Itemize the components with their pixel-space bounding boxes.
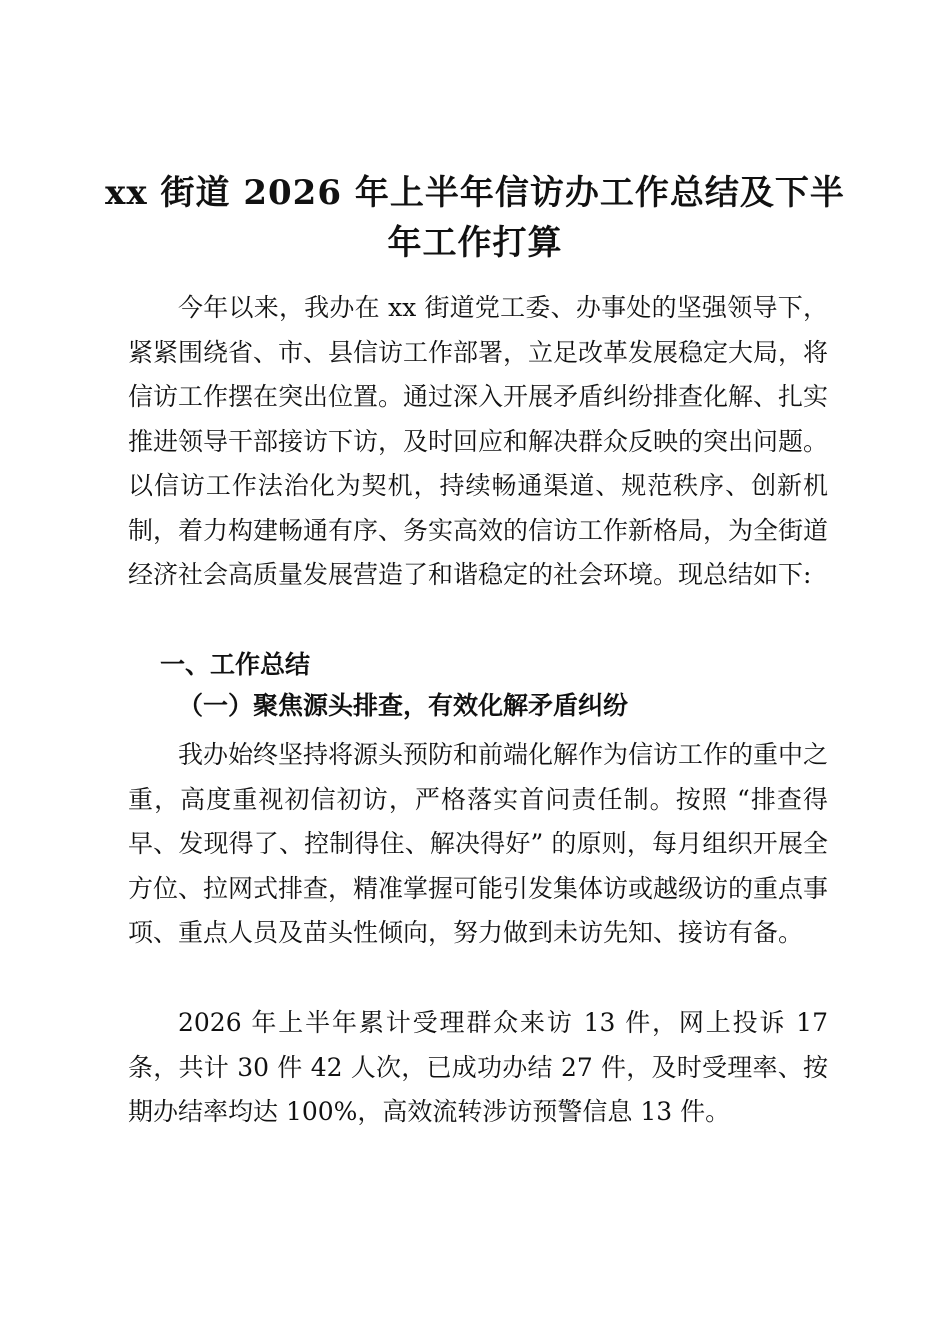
intro-paragraph: 今年以来，我办在 xx 街道党工委、办事处的坚强领导下，紧紧围绕省、市、县信访工作部署，立足改革发展稳定大局，将信访工作摆在突出位置。通过深入开展矛盾纠纷排查化解、扎实推进领导干部接访下访，及时回应和解决群众反映的突出问题。以信访工作法治化为契机，持续畅通渠道、规范秩序、创新机制，着力构建畅通有序、务实高效的信访工作新格局，为全街道经济社会高质量发展营造了和谐稳定的社会环境。现总结如下: bbox=[128, 293, 829, 589]
document-title: xx 街道 2026 年上半年信访办工作总结及下半年工作打算 bbox=[105, 173, 845, 263]
body-paragraph: 我办始终坚持将源头预防和前端化解作为信访工作的重中之重，高度重视初信初访，严格落实首问责任制。按照 “排查得早、发现得了、控制得住、解决得好” 的原则，每月组织开展全方位、拉网式排查，精准掌握可能引发集体访或越级访的重点事项、重点人员及苗头性倾向，努力做到未访先知、接访有备。 bbox=[128, 740, 829, 947]
subsection-heading: （一）聚焦源头排查，有效化解矛盾纠纷 bbox=[178, 691, 629, 720]
statistics-paragraph: 2026 年上半年累计受理群众来访 13 件，网上投诉 17 条，共计 30 件 42 人次，已成功办结 27 件，及时受理率、按期办结率均达 100%，高效流转涉访预警信息 13 件。 bbox=[128, 1008, 828, 1126]
section-heading: 一、工作总结 bbox=[160, 650, 311, 679]
